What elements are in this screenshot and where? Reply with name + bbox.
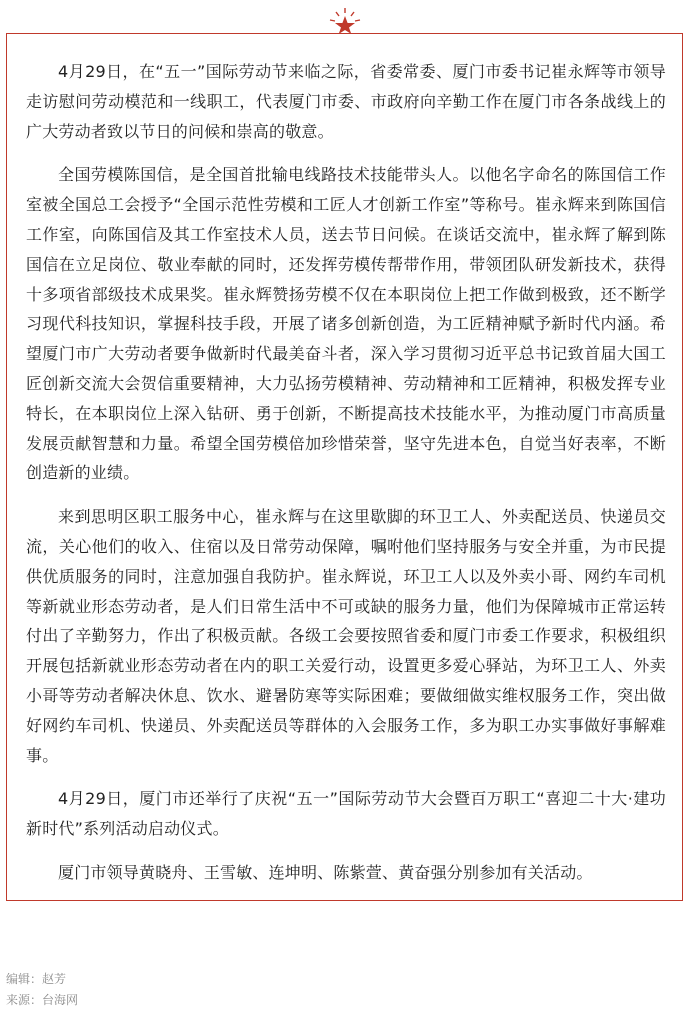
article-paragraph-4: 4月29日，厦门市还举行了庆祝“五一”国际劳动节大会暨百万职工“喜迎二十大·建功新时代”系列活动启动仪式。: [26, 789, 666, 839]
editor-credit: 编辑：赵芳: [6, 972, 67, 986]
article-body: [26, 57, 666, 902]
article-paragraph-1: 4月29日，在“五一”国际劳动节来临之际，省委常委、厦门市委书记崔永辉等市领导走访慰问劳动模范和一线职工，代表厦门市委、市政府向辛勤工作在厦门市各条战线上的广大劳动者致以节日的问候和崇高的敬意。: [26, 62, 666, 141]
article-paragraph-3: 来到思明区职工服务中心，崔永辉与在这里歇脚的环卫工人、外卖配送员、快递员交流，关心他们的收入、住宿以及日常劳动保障，嘱咐他们坚持服务与安全并重，为市民提供优质服务的同时，注意加强自我防护。崔永辉说，环卫工人以及外卖小哥、网约车司机等新就业形态劳动者，是人们日常生活中不可或缺的服务力量，他们为保障城市正常运转付出了辛勤努力，作出了积极贡献。各级工会要按照省委和厦门市委工作要求，积极组织开展包括新就业形态劳动者在内的职工关爱行动，设置更多爱心驿站，为环卫工人、外卖小哥等劳动者解决休息、饮水、避暑防寒等实际困难；要做细做实维权服务工作，突出做好网约车司机、快递员、外卖配送员等群体的入会服务工作，多为职工办实事做好事解难事。: [26, 507, 666, 765]
article-paragraph-5: 厦门市领导黄晓舟、王雪敏、连坤明、陈紫萱、黄奋强分别参加有关活动。: [58, 862, 593, 882]
star-ornament-icon: [325, 6, 365, 34]
article-paragraph-2: 全国劳模陈国信，是全国首批输电线路技术技能带头人。以他名字命名的陈国信工作室被全国总工会授予“全国示范性劳模和工匠人才创新工作室”等称号。崔永辉来到陈国信工作室，向陈国信及其工作室技术人员，送去节日问候。在谈话交流中，崔永辉了解到陈国信在立足岗位、敬业奉献的同时，还发挥劳模传帮带作用，带领团队研发新技术，获得十多项省部级技术成果奖。崔永辉赞扬劳模不仅在本职岗位上把工作做到极致，还不断学习现代科技知识，掌握科技手段，开展了诸多创新创造，为工匠精神赋予新时代内涵。希望厦门市广大劳动者要争做新时代最美奋斗者，深入学习贯彻习近平总书记致首届大国工匠创新交流大会贺信重要精神，大力弘扬劳模精神、劳动精神和工匠精神，积极发挥专业特长，在本职岗位上深入钻研、勇于创新，不断提高技术技能水平，为推动厦门市高质量发展贡献智慧和力量。希望全国劳模倍加珍惜荣誉，坚守先进本色，自觉当好表率，不断创造新的业绩。: [26, 165, 666, 483]
source-credit: 来源：台海网: [6, 993, 79, 1007]
